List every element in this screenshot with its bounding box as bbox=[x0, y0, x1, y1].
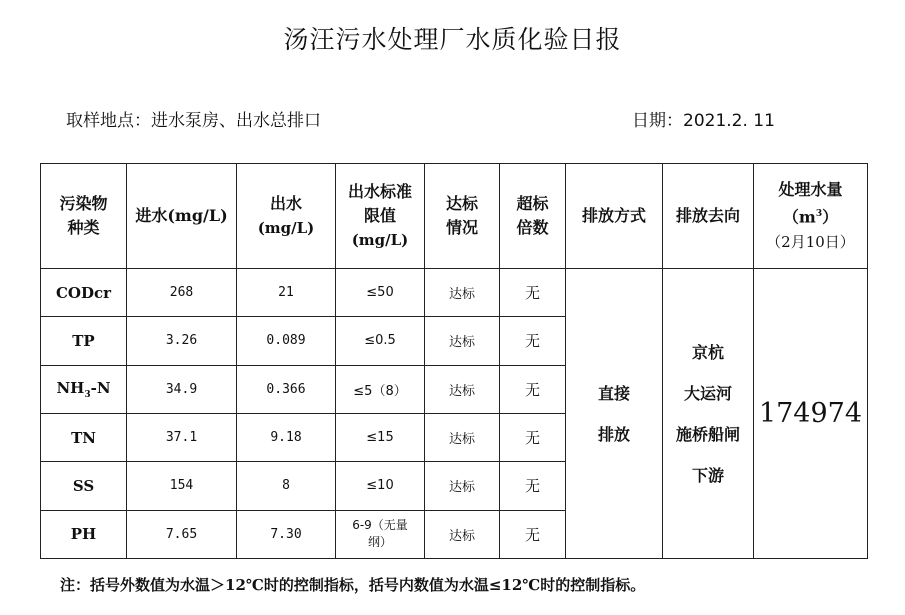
outflow-cell: 0.089 bbox=[237, 317, 336, 365]
discharge-destination-line4: 下游 bbox=[691, 465, 724, 485]
header-compliance bbox=[425, 164, 500, 269]
pollutant-cell: PH bbox=[41, 510, 127, 558]
compliance-cell: 达标 bbox=[425, 510, 500, 558]
header-volume-line3: （2月10日） bbox=[766, 232, 855, 251]
header-inflow bbox=[127, 164, 237, 269]
compliance-cell: 达标 bbox=[425, 269, 500, 317]
header-discharge-method bbox=[566, 164, 663, 269]
pollutant-subscript: 3 bbox=[84, 389, 91, 400]
standard-cell: ≤10 bbox=[336, 462, 425, 510]
outflow-cell: 0.366 bbox=[237, 365, 336, 413]
footnote: 注：括号外数值为水温＞12℃时的控制指标，括号内数值为水温≤12℃时的控制指标。 bbox=[60, 576, 646, 594]
discharge-destination-line3: 施桥船闸 bbox=[675, 424, 740, 444]
exceed-cell: 无 bbox=[500, 413, 566, 461]
discharge-method-line1: 直接 bbox=[597, 383, 630, 403]
outflow-cell: 21 bbox=[237, 269, 336, 317]
header-volume-unit-prefix: （m bbox=[782, 207, 816, 227]
pollutant-cell: SS bbox=[41, 462, 127, 510]
header-discharge-destination-text: 排放去向 bbox=[675, 206, 740, 225]
inflow-cell: 3.26 bbox=[127, 317, 237, 365]
header-exceed bbox=[500, 164, 566, 269]
header-volume-unit-suffix: ） bbox=[822, 207, 839, 227]
outflow-cell: 9.18 bbox=[237, 413, 336, 461]
header-outflow bbox=[237, 164, 336, 269]
exceed-cell: 无 bbox=[500, 317, 566, 365]
treated-volume-cell: 174974 bbox=[754, 269, 868, 559]
pollutant-cell: TN bbox=[41, 413, 127, 461]
standard-line2: 纲） bbox=[367, 535, 392, 550]
report-date: 日期：2021.2. 11 bbox=[632, 111, 775, 131]
discharge-destination-line2: 大运河 bbox=[683, 383, 732, 403]
inflow-cell: 7.65 bbox=[127, 510, 237, 558]
outflow-cell: 8 bbox=[237, 462, 336, 510]
exceed-cell: 无 bbox=[500, 365, 566, 413]
standard-line1: 6-9（无量 bbox=[352, 518, 408, 533]
header-pollutant-line2: 种类 bbox=[67, 218, 100, 237]
discharge-destination-line1: 京杭 bbox=[691, 342, 724, 362]
discharge-method-line2: 排放 bbox=[597, 424, 630, 444]
header-standard bbox=[336, 164, 425, 269]
standard-cell bbox=[336, 510, 425, 558]
pollutant-cell: CODcr bbox=[41, 269, 127, 317]
inflow-cell: 34.9 bbox=[127, 365, 237, 413]
header-standard-line1: 出水标准 bbox=[347, 182, 412, 201]
header-volume-line1: 处理水量 bbox=[778, 180, 843, 200]
header-exceed-line2: 倍数 bbox=[516, 218, 549, 237]
standard-cell: ≤5（8） bbox=[336, 365, 425, 413]
header-standard-line2: 限值 bbox=[363, 206, 396, 225]
pollutant-main: NH bbox=[56, 378, 85, 397]
exceed-cell: 无 bbox=[500, 510, 566, 558]
header-outflow-line2: (mg/L) bbox=[257, 219, 315, 237]
header-pollutant-line1: 污染物 bbox=[59, 194, 108, 213]
header-pollutant bbox=[41, 164, 127, 269]
header-row bbox=[41, 164, 868, 269]
header-standard-line3: (mg/L) bbox=[351, 231, 409, 249]
standard-cell: ≤50 bbox=[336, 269, 425, 317]
header-volume bbox=[754, 164, 868, 269]
header-inflow-text: 进水(mg/L) bbox=[135, 206, 228, 225]
discharge-method-cell bbox=[566, 269, 663, 559]
pollutant-cell: TP bbox=[41, 317, 127, 365]
compliance-cell: 达标 bbox=[425, 462, 500, 510]
header-discharge-destination bbox=[663, 164, 754, 269]
page-title: 汤汪污水处理厂水质化验日报 bbox=[283, 25, 622, 54]
compliance-cell: 达标 bbox=[425, 413, 500, 461]
compliance-cell: 达标 bbox=[425, 365, 500, 413]
standard-cell: ≤0.5 bbox=[336, 317, 425, 365]
pollutant-cell bbox=[41, 365, 127, 413]
inflow-cell: 37.1 bbox=[127, 413, 237, 461]
header-exceed-line1: 超标 bbox=[516, 194, 549, 213]
header-volume-line2 bbox=[754, 202, 867, 229]
table-row bbox=[41, 269, 868, 317]
header-compliance-line2: 情况 bbox=[445, 218, 478, 237]
header-discharge-method-text: 排放方式 bbox=[581, 206, 646, 225]
exceed-cell: 无 bbox=[500, 269, 566, 317]
water-quality-table bbox=[40, 163, 868, 559]
header-compliance-line1: 达标 bbox=[445, 194, 478, 213]
header-outflow-line1: 出水 bbox=[269, 194, 302, 213]
inflow-cell: 154 bbox=[127, 462, 237, 510]
compliance-cell: 达标 bbox=[425, 317, 500, 365]
inflow-cell: 268 bbox=[127, 269, 237, 317]
discharge-destination-cell bbox=[663, 269, 754, 559]
header-volume-unit-sup: 3 bbox=[815, 209, 823, 220]
exceed-cell: 无 bbox=[500, 462, 566, 510]
standard-cell: ≤15 bbox=[336, 413, 425, 461]
outflow-cell: 7.30 bbox=[237, 510, 336, 558]
sampling-location: 取样地点：进水泵房、出水总排口 bbox=[66, 111, 321, 131]
pollutant-tail: -N bbox=[90, 378, 111, 397]
